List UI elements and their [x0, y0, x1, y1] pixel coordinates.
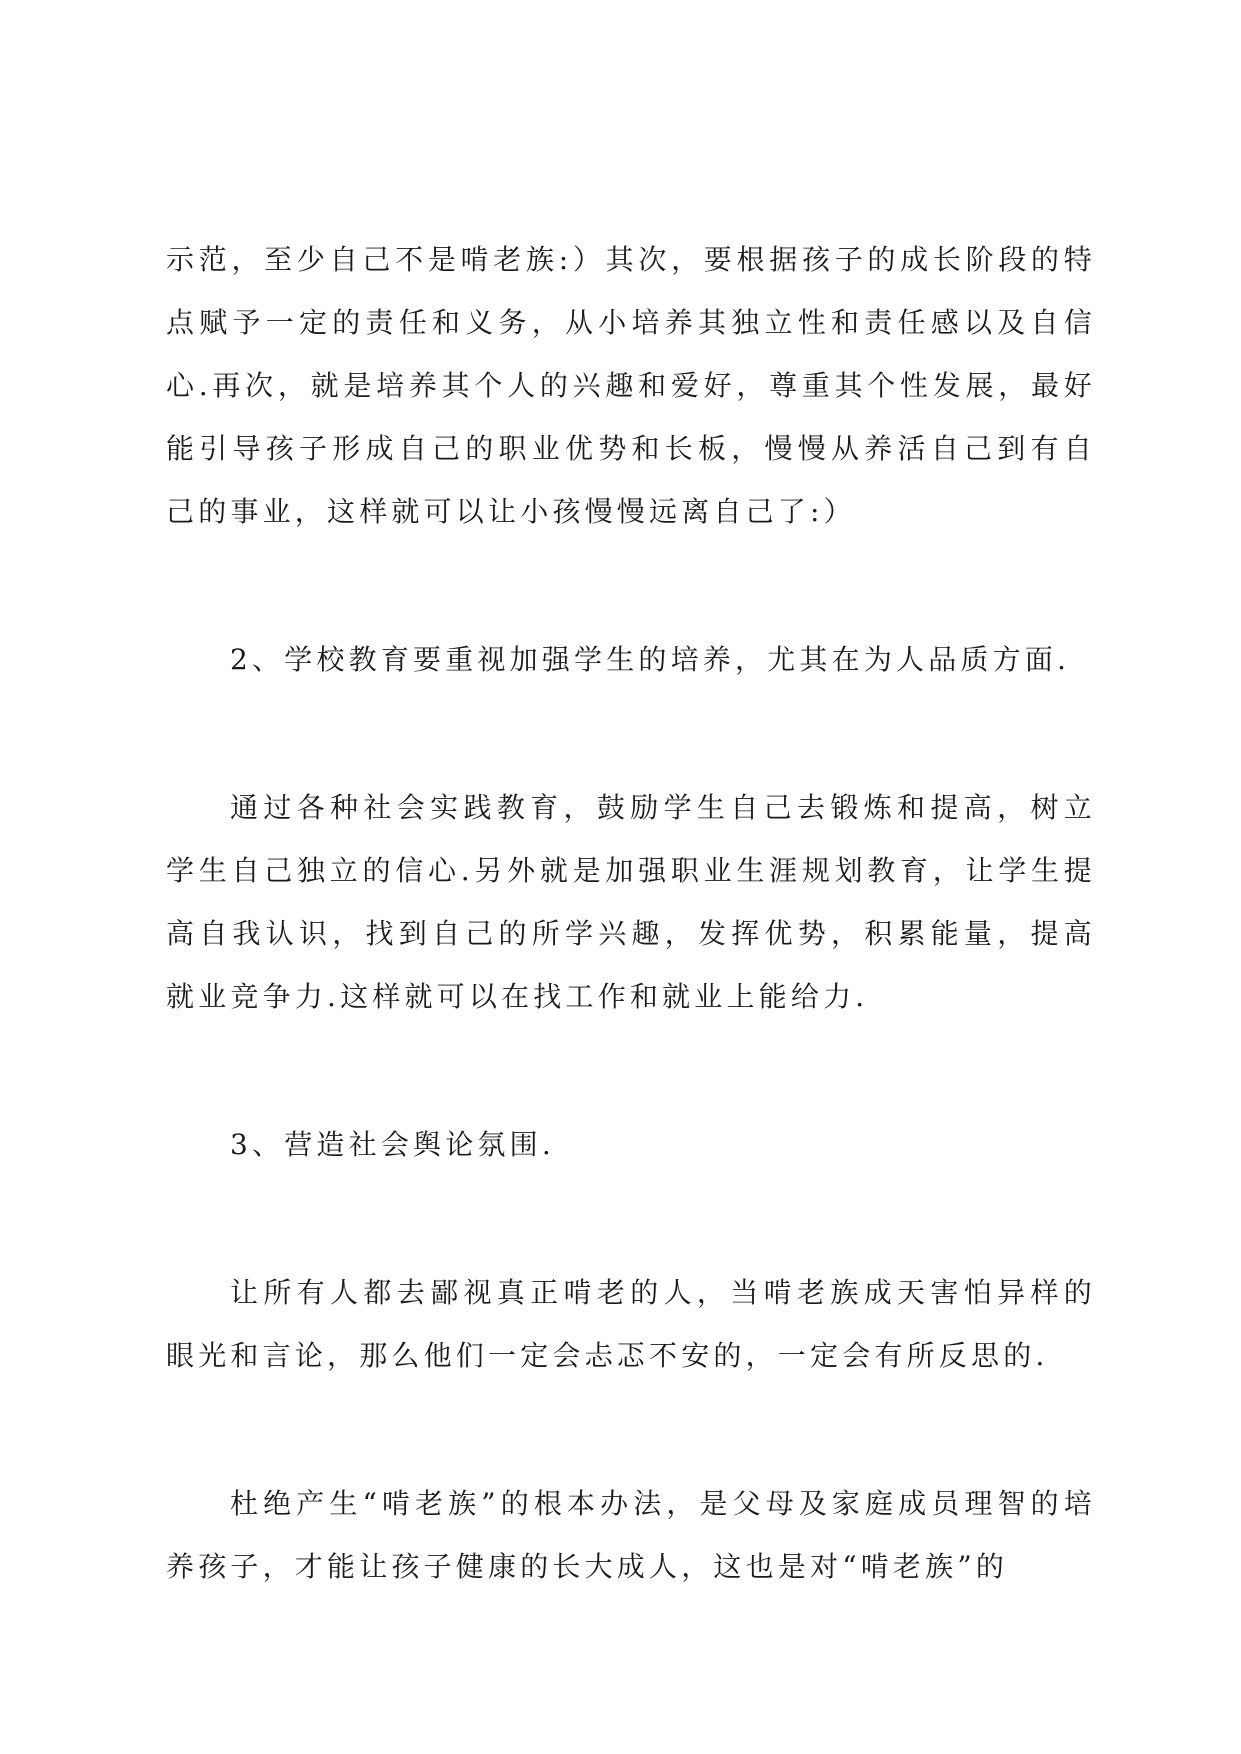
- paragraph-heading-3: 3、营造社会舆论氛围.: [230, 1128, 555, 1161]
- paragraph-public-opinion: 让所有人都去鄙视真正啃老的人，当啃老族成天害怕异样的眼光和言论，那么他们一定会忐忑不安的，一定会有所反思的.: [166, 1276, 1096, 1372]
- paragraph-school-education: 通过各种社会实践教育，鼓励学生自己去锻炼和提高，树立学生自己独立的信心.另外就是加强职业生涯规划教育，让学生提高自我认识，找到自己的所学兴趣，发挥优势，积累能量，提高就业竞争力.这样就可以在找工作和就业上能给力.: [166, 791, 1096, 1013]
- paragraph-continuation: 示范，至少自己不是啃老族:）其次，要根据孩子的成长阶段的特点赋予一定的责任和义务，从小培养其独立性和责任感以及自信心.再次，就是培养其个人的兴趣和爱好，尊重其个性发展，最好能引导孩子形成自己的职业优势和长板，慢慢从养活自己到有自己的事业，这样就可以让小孩慢慢远离自己了:）: [166, 243, 1096, 528]
- document-body: [166, 228, 1096, 1598]
- paragraph-heading-2: 2、学校教育要重视加强学生的培养，尤其在为人品质方面.: [230, 643, 1071, 676]
- paragraph-root-solution: 杜绝产生“啃老族”的根本办法，是父母及家庭成员理智的培养孩子，才能让孩子健康的长大成人，这也是对“啃老族”的: [166, 1487, 1096, 1583]
